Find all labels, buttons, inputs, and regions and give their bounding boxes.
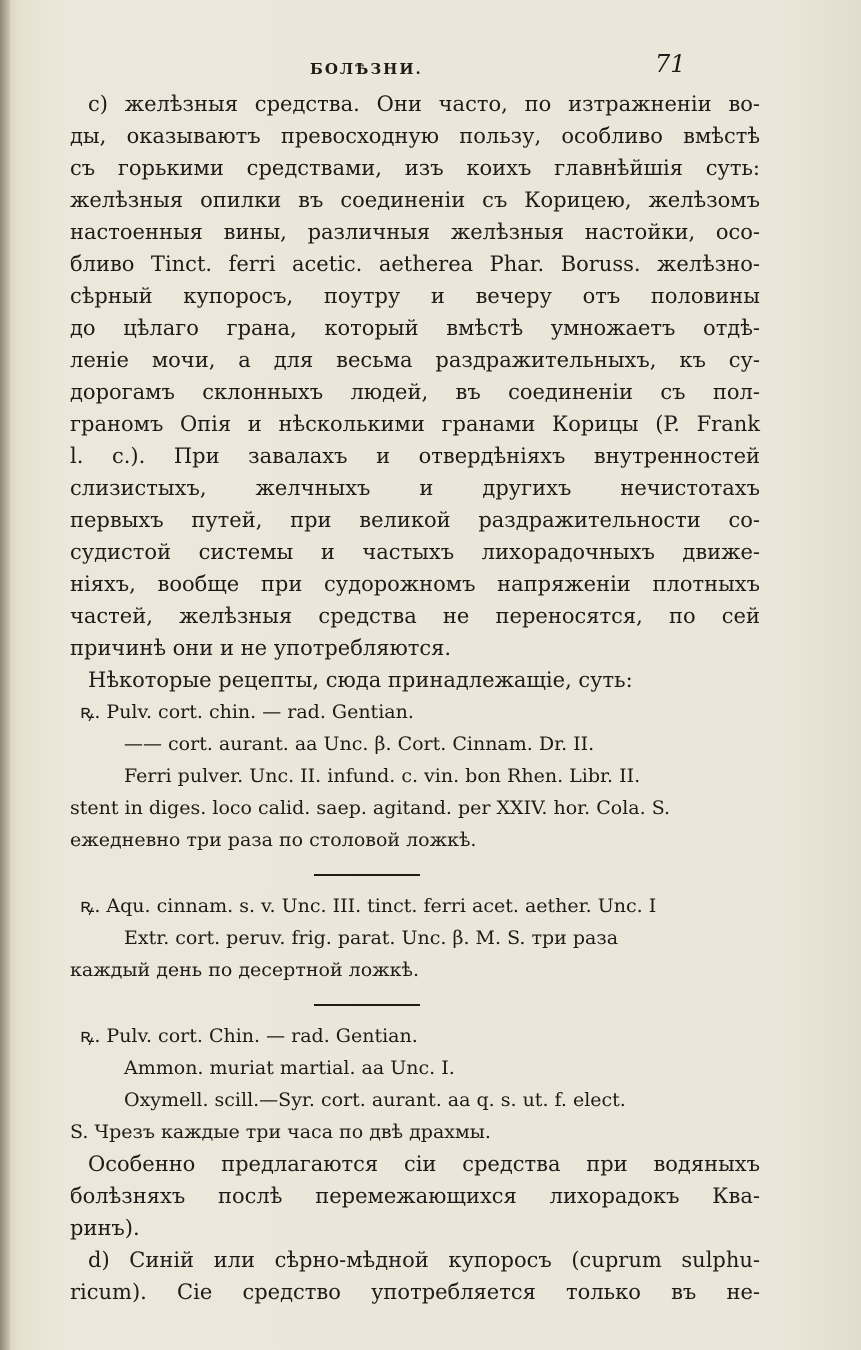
text-line: бливо Tinct. ferri acetic. aetherea Phar. Boruss. желѣзно- <box>70 252 760 276</box>
text-line: первыхъ путей, при великой раздражительности со- <box>70 508 760 532</box>
text-line: Особенно предлагаются сіи средства при водяныхъ <box>88 1152 760 1176</box>
page-header <box>0 50 861 90</box>
recipe-1 <box>70 696 760 856</box>
text-line: сѣрный купоросъ, поутру и вечеру отъ половины <box>70 284 760 308</box>
text-line: ринъ). <box>70 1216 140 1240</box>
text-line: d) Синій или сѣрно-мѣдной купоросъ (cuprum sulphu- <box>88 1248 760 1272</box>
recipe-line: ꝶ. Pulv. cort. Chin. — rad. Gentian. <box>80 1025 418 1047</box>
text-line: ніяхъ, вообще при судорожномъ напряженіи плотныхъ <box>70 572 760 596</box>
text-line: ды, оказываютъ превосходную пользу, особливо вмѣстѣ <box>70 124 760 148</box>
recipe-line: каждый день по десертной ложкѣ. <box>70 959 420 981</box>
paragraph-d <box>70 1244 760 1308</box>
text-line: c) желѣзныя средства. Они часто, по изтражненіи во- <box>88 92 760 116</box>
recipe-line: ежедневно три раза по столовой ложкѣ. <box>70 829 477 851</box>
section-divider <box>314 1004 420 1006</box>
text-line: слизистыхъ, желчныхъ и другихъ нечистотахъ <box>70 476 760 500</box>
recipe-line: stent in diges. loco calid. saep. agitand. per XXIV. hor. Cola. S. <box>70 797 671 819</box>
recipe-line: Oxymell. scill.—Syr. cort. aurant. aa q. s. ut. f. elect. <box>124 1089 626 1111</box>
text-line: съ горькими средствами, изъ коихъ главнѣйшія суть: <box>70 156 760 180</box>
page-number: 71 <box>655 50 686 78</box>
text-line: настоенныя вины, различныя желѣзныя настойки, осо- <box>70 220 760 244</box>
recipe-3 <box>70 1020 760 1148</box>
recipe-2 <box>70 890 760 986</box>
recipe-line: ꝶ. Pulv. cort. chin. — rad. Gentian. <box>80 701 414 723</box>
text-line: до цѣлаго грана, который вмѣстѣ умножаетъ отдѣ- <box>70 316 760 340</box>
text-line: желѣзныя опилки въ соединеніи съ Корицею, желѣзомъ <box>70 188 760 212</box>
recipe-line: ꝶ. Aqu. cinnam. s. v. Unc. III. tinct. ferri acet. aether. Unc. I <box>80 895 657 917</box>
recipes-intro: Нѣкоторые рецепты, сюда принадлежащіе, суть: <box>88 668 633 692</box>
running-title: БОЛѢЗНИ. <box>310 60 423 78</box>
text-line: граномъ Опія и нѣсколькими гранами Корицы (P. Frank <box>70 412 760 436</box>
paragraph-after <box>70 1148 760 1244</box>
recipe-line: —— cort. aurant. aa Unc. β. Cort. Cinnam. Dr. II. <box>124 733 595 755</box>
text-line: судистой системы и частыхъ лихорадочныхъ движе- <box>70 540 760 564</box>
text-line: причинѣ они и не употребляются. <box>70 636 452 660</box>
recipe-line: S. Чрезъ каждые три часа по двѣ драхмы. <box>70 1121 491 1143</box>
text-line: ricum). Сіе средство употребляется только въ не- <box>70 1280 760 1304</box>
text-line: дорогамъ склонныхъ людей, въ соединеніи съ пол- <box>70 380 760 404</box>
text-line: болѣзняхъ послѣ перемежающихся лихорадокъ Ква- <box>70 1184 760 1208</box>
paragraph-c <box>70 88 760 664</box>
recipe-line: Extr. cort. peruv. frig. parat. Unc. β. M. S. три раза <box>124 927 619 949</box>
text-line: l. c.). При завалахъ и отвердѣніяхъ внутренностей <box>70 444 760 468</box>
section-divider <box>314 874 420 876</box>
recipe-line: Ferri pulver. Unc. II. infund. c. vin. bon Rhen. Libr. II. <box>124 765 641 787</box>
text-line: частей, желѣзныя средства не переносятся, по сей <box>70 604 760 628</box>
body-text <box>70 88 760 1308</box>
text-line: леніе мочи, а для весьма раздражительныхъ, къ су- <box>70 348 760 372</box>
recipe-line: Ammon. muriat martial. aa Unc. I. <box>124 1057 455 1079</box>
